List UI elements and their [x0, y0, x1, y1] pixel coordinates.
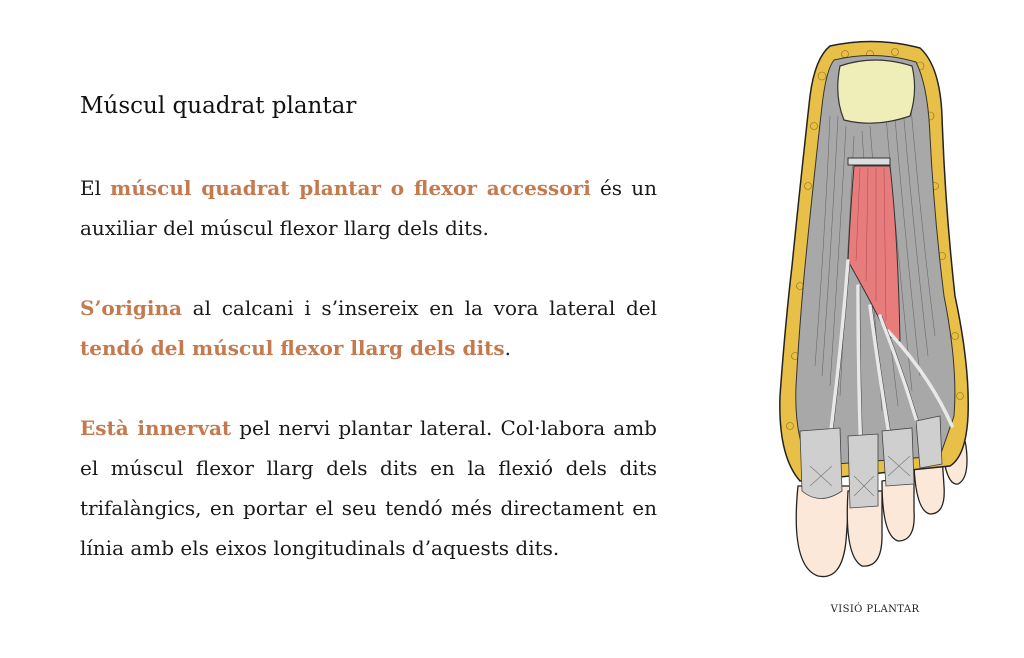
p3-text-1: pel nervi plantar lateral. Col·labora amb el múscul flexor llarg dels dits en la flexió dels dits trifalàngics, en portar el seu tendó més directament en línia amb els eixos longitudinals d’aquests dits.	[80, 416, 657, 560]
p1-highlight-muscle-name: múscul quadrat plantar o flexor accessori	[110, 176, 591, 200]
toe-big	[796, 486, 850, 577]
paragraph-definition	[80, 168, 657, 248]
p2-highlight-tendon: tendó del múscul flexor llarg dels dits	[80, 336, 505, 360]
p3-highlight-innervation: Està innervat	[80, 416, 232, 440]
calcaneus-bone	[838, 60, 915, 123]
tendon-band	[848, 158, 890, 165]
foot-plantar-illustration	[770, 36, 980, 586]
text-column	[80, 88, 657, 560]
p2-text-2: .	[504, 336, 511, 360]
paragraph-innervation	[80, 408, 657, 568]
figure-caption: VISIÓ PLANTAR	[830, 604, 920, 615]
page-title: Múscul quadrat plantar	[80, 93, 357, 119]
paragraph-origin	[80, 288, 657, 368]
p1-text-1: El	[80, 176, 111, 200]
p2-text-1: al calcani i s’insereix en la vora lateral del	[181, 296, 657, 320]
p2-highlight-origin: S’origina	[80, 296, 182, 320]
p1-text-2: és un auxiliar del múscul flexor llarg dels dits.	[80, 176, 657, 240]
